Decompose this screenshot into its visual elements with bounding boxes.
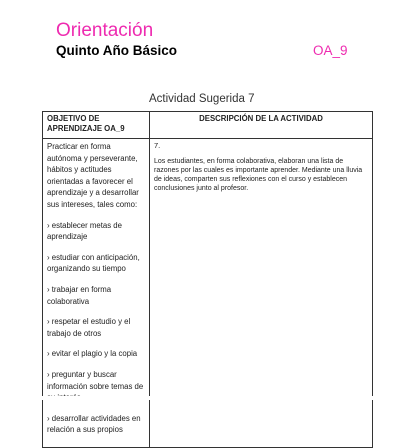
objective-item: › trabajar en forma colaborativa xyxy=(47,284,112,306)
objective-code: OA_9 xyxy=(313,43,348,58)
objective-item: › desarrollar actividades en relación a sus propios xyxy=(47,413,141,435)
objective-item: › respetar el estudio y el trabajo de otros xyxy=(47,317,131,338)
objectives-cell xyxy=(43,139,150,448)
objective-item: › establecer metas de aprendizaje xyxy=(47,220,122,242)
grade-label: Quinto Año Básico xyxy=(56,43,177,58)
subject-title: Orientación xyxy=(56,20,154,41)
objective-item: › evitar el plagio y la copia xyxy=(47,349,138,359)
description-column-header: DESCRIPCIÓN DE LA ACTIVIDAD xyxy=(150,112,373,139)
table-header-row xyxy=(43,112,373,139)
objective-intro: Practicar en forma autónoma y perseverante, hábitos y actitudes orientadas a favorecer el aprendizaje y a desarrollar sus intereses, tales como: xyxy=(47,142,139,209)
objective-item: › estudiar con anticipación, organizando su tiempo xyxy=(47,252,140,274)
activity-title: Actividad Sugerida 7 xyxy=(149,93,255,105)
activity-number: 7. xyxy=(154,141,161,150)
activity-description: Los estudiantes, en forma colaborativa, elaboran una lista de razones por las cuales es importante aprender. Mediante una lluvia de ideas, comparten sus reflexiones con el curso y establecen conclusiones junto al profesor. xyxy=(154,158,363,192)
objective-item: › preguntar y buscar información sobre temas de xyxy=(47,369,144,391)
page-bottom-edge xyxy=(0,396,400,400)
table-row xyxy=(43,139,373,448)
description-cell xyxy=(150,139,373,448)
objective-column-header: OBJETIVO DE APRENDIZAJE OA_9 xyxy=(43,112,150,139)
